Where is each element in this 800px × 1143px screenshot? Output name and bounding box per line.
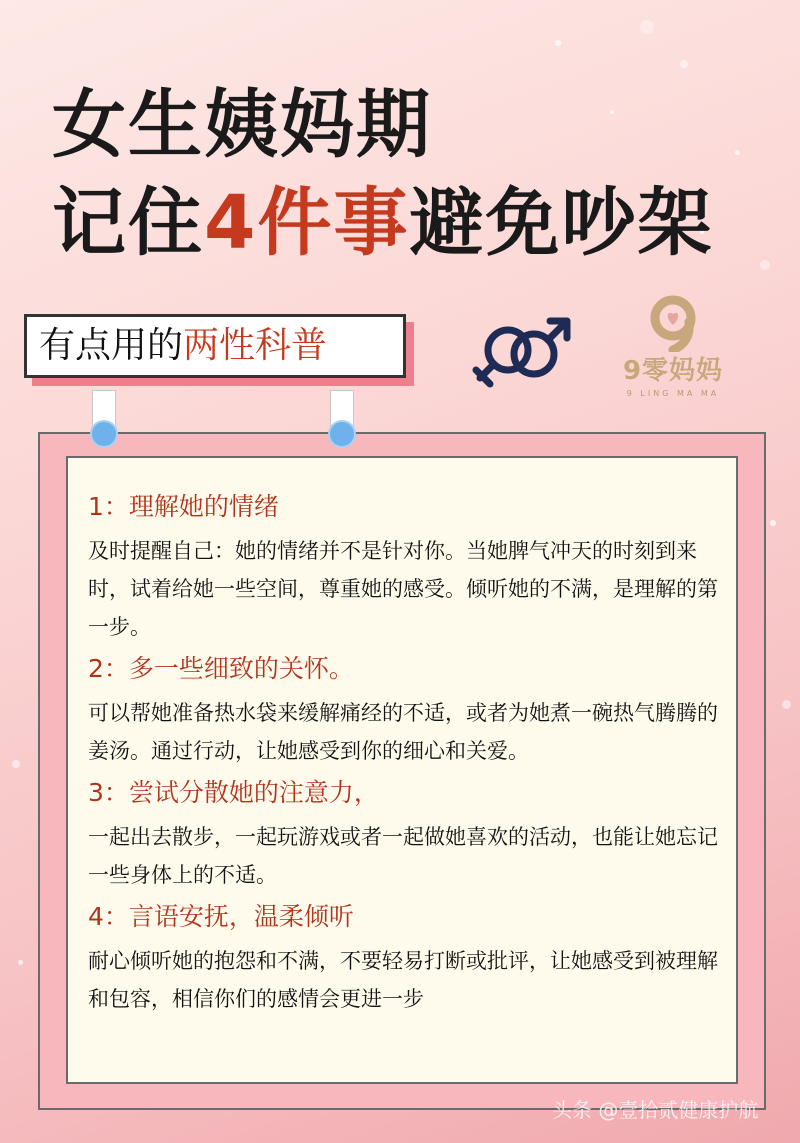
title-line-1-text: 女生姨妈期: [52, 82, 432, 168]
tip-section-2: [88, 650, 720, 770]
pin-dot-left: [90, 420, 118, 448]
tip-heading: 4：言语安抚，温柔倾听: [88, 902, 354, 931]
category-tag: [24, 314, 406, 378]
title-line-2-prefix: 记住: [52, 180, 204, 266]
tip-body: 耐心倾听她的抱怨和不满，不要轻易打断或批评，让她感受到被理解和包容，相信你们的感情会更进一步: [88, 949, 718, 1011]
gender-symbol-icon: [470, 312, 580, 396]
tips-list: [88, 488, 720, 1022]
tip-section-1: [88, 488, 720, 646]
source-watermark: 头条 @壹拾贰健康护航: [552, 1098, 759, 1122]
logo-text: 9零妈妈: [622, 356, 724, 386]
title-line-2-suffix: 避免吵架: [409, 180, 714, 266]
logo-heart-icon: [643, 292, 703, 352]
page-title-line-2: [52, 180, 714, 266]
tip-body: 及时提醒自己：她的情绪并不是针对你。当她脾气冲天的时刻到来时，试着给她一些空间，尊重她的感受。倾听她的不满，是理解的第一步。: [88, 539, 718, 639]
tip-section-4: [88, 898, 720, 1018]
tip-body: 一起出去散步，一起玩游戏或者一起做她喜欢的活动，也能让她忘记一些身体上的不适。: [88, 825, 718, 887]
tip-section-3: [88, 774, 720, 894]
tip-heading: 2：多一些细致的关怀。: [88, 654, 354, 683]
tag-accent: 两性科普: [183, 325, 328, 366]
pin-dot-right: [328, 420, 356, 448]
tip-heading: 1：理解她的情绪: [88, 492, 279, 521]
brand-logo: [618, 292, 728, 398]
title-line-2-accent: 4件事: [204, 180, 410, 266]
tip-body: 可以帮她准备热水袋来缓解痛经的不适，或者为她煮一碗热气腾腾的姜汤。通过行动，让她感受到你的细心和关爱。: [88, 701, 718, 763]
logo-subtext: 9 LING MA MA: [626, 389, 720, 398]
tip-heading: 3：尝试分散她的注意力，: [88, 778, 379, 807]
tag-prefix: 有点用的: [39, 325, 184, 366]
page-title-line-1: [52, 82, 432, 168]
